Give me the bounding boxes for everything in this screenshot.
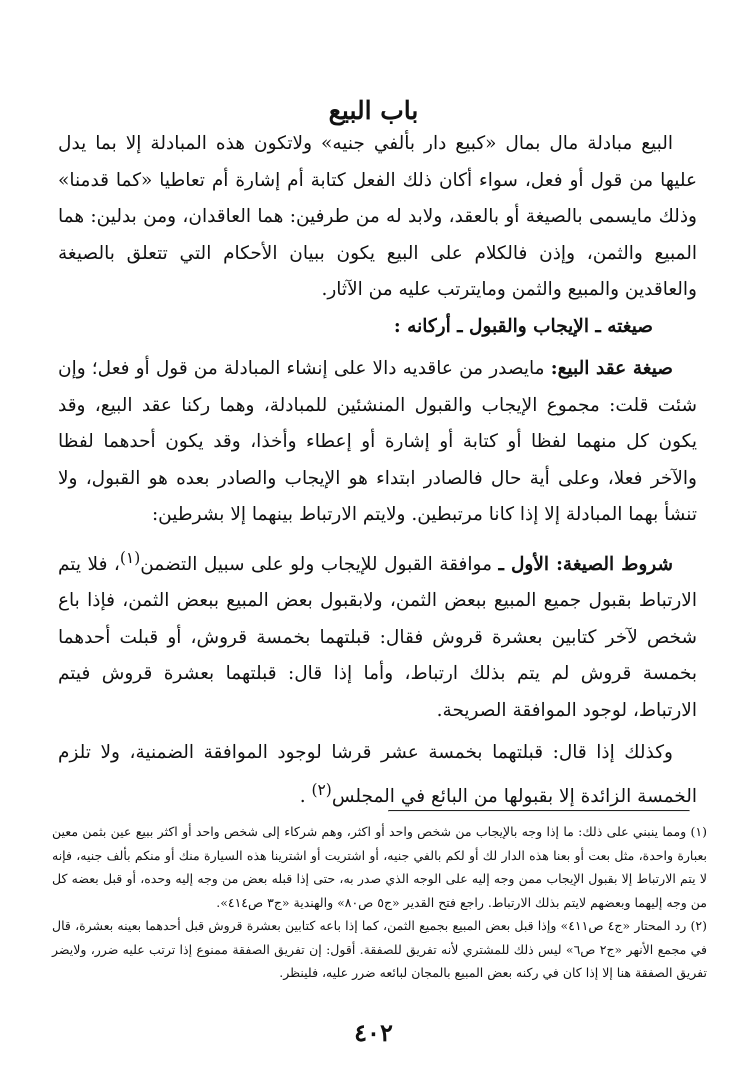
page-number: ٤٠٢	[354, 1018, 393, 1047]
paragraph-definition: البيع مبادلة مال بمال «كبيع دار بألفي جنيه» ولاتكون هذه المبادلة إلا بما يدل عليها من قول أو فعل، سواء أكان ذلك الفعل كتابة أم إشارة أم تعاطيا «كما قدمنا» وذلك مايسمى بالصيغة أو بالعقد، ولابد له من طرفين: هما العاقدان، ومن بدلين: هما المبيع والثمن، وإذن فالكلام على البيع يكون ببيان الأحكام التي تتعلق بالصيغة والعاقدين والمبيع والثمن ومايترتب عليه من الآثار.	[58, 133, 697, 300]
paragraph-conditions-text: موافقة القبول للإيجاب ولو على سبيل التضمن	[140, 553, 499, 575]
footnote-2: (٢) رد المحتار «ج٤ ص٤١١» وإذا قبل بعض المبيع بجميع الثمن، كما إذا باعه كتابين بعشرة قروش قبل أحدهما بعينه بعشرة، قال في مجمع الأنهر «ج٢ ص٦» ليس ذلك للمشتري لأنه تفريق للصفقة. أقول: إن تفريق الصفقة ممنوع إذا ترتب عليه ضرر، ولايضر تفريق الصفقة هنا إلا إذا كان في ركنه بعض المبيع بالمجان لبائعه ضرر عليه، فلينظر.	[52, 918, 708, 980]
footnote-ref-1[interactable]: (١)	[119, 548, 141, 567]
term-sigha: صيغة عقد البيع:	[550, 358, 673, 379]
footnote-1: (١) ومما ينبني على ذلك: ما إذا وجه بالإيجاب من شخص واحد أو اكثر، وهم شركاء إلى شخص واحد أو اكثر ببيع عين بثمن معين بعبارة واحدة، مثل بعت أو بعنا هذه الدار لك أو لكم بالفي جنيه، أو اشتريت أو اشترينا هذه السيارة منك أو منكم بألف جنيه، فإنه لا يتم الارتباط إلا بقبول الإيجاب ممن وجه إليه على الوجه الذي صدر به، حتى إذا قبله بعض من وجه إليه وحده، أو قبل بعضه كل من وجه إليهما وبعضهم لايتم بذلك الارتباط. راجع فتح القدير «ج٥ ص٨٠» والهندية «ج٣ ص٤١٤».	[52, 824, 707, 910]
paragraph-conditions-rest: ، فلا يتم الارتباط بقبول جميع المبيع ببعض الثمن، ولابقبول بعض المبيع ببعض الثمن، فإذا باع شخص لآخر كتابين بعشرة قروش فقال: قبلتهما بخمسة قروش، أو قبلت أحدهما بخمسة قروش لم يتم بذلك ارتباط، وأما إذا قال: قبلتهما بعشرة قروش فيتم الارتباط، لوجود الموافقة الصريحة.	[58, 553, 697, 721]
footnotes	[52, 820, 707, 985]
paragraph-implicit-end: .	[299, 785, 312, 807]
paragraph-implicit	[58, 735, 697, 815]
paragraph-sigha	[58, 351, 697, 534]
main-text	[58, 126, 697, 815]
footnote-divider	[388, 810, 690, 812]
paragraph-implicit-text: وكذلك إذا قال: قبلتهما بخمسة عشر قرشا لوجود الموافقة الضمنية، ولا تلزم الخمسة الزائدة إلا بقبولها من البائع في المجلس	[58, 742, 697, 807]
term-conditions: شروط الصيغة: الأول ـ	[498, 553, 673, 575]
chapter-title: باب البيع	[328, 96, 419, 125]
section-heading: صيغته ـ الإيجاب والقبول ـ أركانه :	[393, 315, 653, 337]
paragraph-sigha-text: مايصدر من عاقديه دالا على إنشاء المبادلة من قول أو فعل؛ وإن شئت قلت: مجموع الإيجاب والقبول المنشئين للمبادلة، وهما ركنا عقد البيع، وقد يكون كل منهما لفظا أو كتابة أو إشارة أو إعطاء وأخذا، وقد يكون أحدهما لفظا والآخر فعلا، وعلى أية حال فالصادر ابتداء هو الإيجاب والصادر بعده هو القبول، ولا تنشأ بهما المبادلة إلا إذا كانا مرتبطين. ولايتم الارتباط بينهما إلا بشرطين:	[58, 358, 697, 525]
paragraph-conditions	[58, 540, 697, 730]
footnote-ref-2[interactable]: (٢)	[311, 780, 332, 799]
